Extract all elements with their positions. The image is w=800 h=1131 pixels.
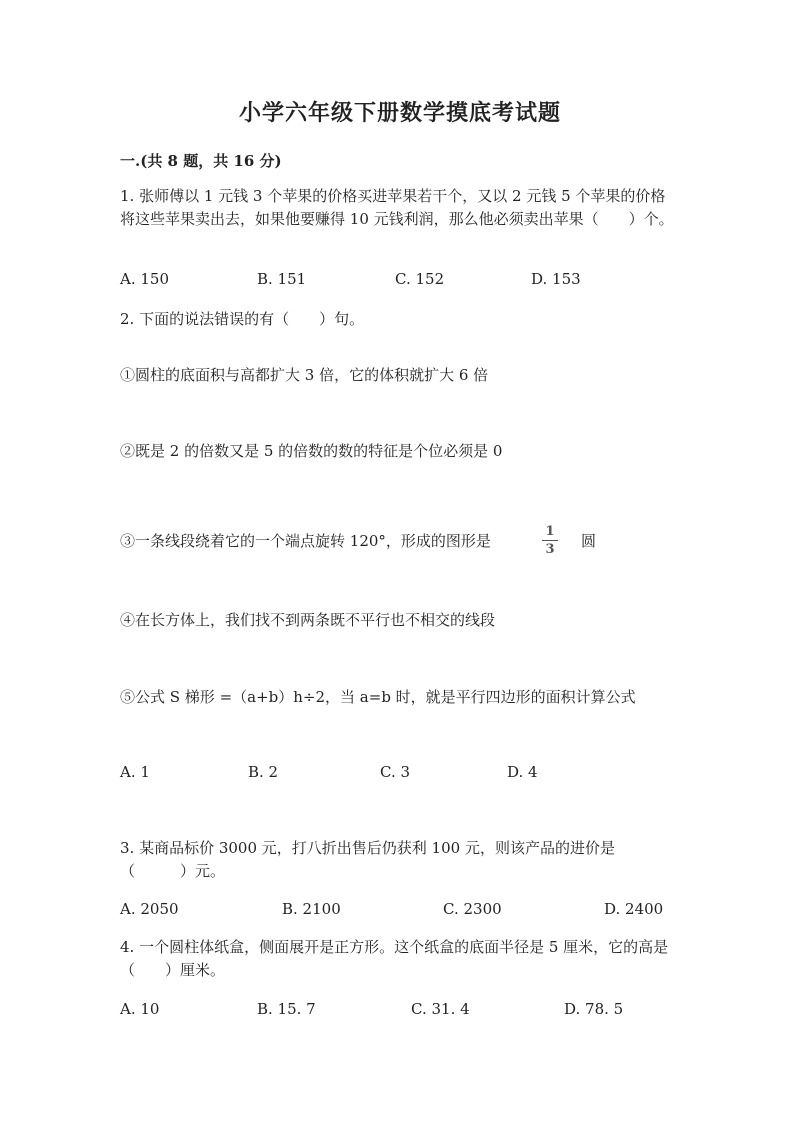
q2-statement-4: ④在长方体上，我们找不到两条既不平行也不相交的线段 [120,611,496,629]
fraction-bar [542,540,558,541]
section-heading: 一.(共 8 题，共 16 分) [120,152,282,170]
q2-option-c: C. 3 [380,763,411,781]
q3-option-d: D. 2400 [604,900,664,918]
q4-option-a: A. 10 [120,1000,160,1018]
question-3-text: 3. 某商品标价 3000 元，打八折出售后仍获利 100 元，则该产品的进价是（ ）元。 [120,839,615,880]
fraction-denominator: 3 [545,542,555,557]
q2-statement-1: ①圆柱的底面积与高都扩大 3 倍，它的体积就扩大 6 倍 [120,366,489,384]
q2-option-d: D. 4 [507,763,538,781]
q1-option-b: B. 151 [257,270,307,288]
q3-option-c: C. 2300 [443,900,502,918]
q4-option-d: D. 78. 5 [564,1000,624,1018]
fraction-numerator: 1 [545,524,555,539]
q3-option-a: A. 2050 [120,900,179,918]
q4-option-b: B. 15. 7 [257,1000,316,1018]
q2-option-b: B. 2 [248,763,279,781]
q2-option-a: A. 1 [120,763,150,781]
q2-statement-2: ②既是 2 的倍数又是 5 的倍数的数的特征是个位必须是 0 [120,442,503,460]
question-4-text: 4. 一个圆柱体纸盒，侧面展开是正方形。这个纸盒的底面半径是 5 厘米，它的高是（ ）厘米。 [120,938,669,979]
q4-option-c: C. 31. 4 [411,1000,470,1018]
exam-title: 小学六年级下册数学摸底考试题 [238,100,561,126]
q2-statement-5: ⑤公式 S 梯形 =（a+b）h÷2，当 a=b 时，就是平行四边形的面积计算公式 [120,688,636,706]
q2-statement-3-suffix: 圆 [581,532,597,550]
question-1-text: 1. 张师傅以 1 元钱 3 个苹果的价格买进苹果若干个，又以 2 元钱 5 个苹果的价格将这些苹果卖出去，如果他要赚得 10 元钱利润，那么他必须卖出苹果（ ）个。 [120,187,674,228]
q1-option-c: C. 152 [395,270,445,288]
q1-option-a: A. 150 [120,270,169,288]
q1-option-d: D. 153 [531,270,581,288]
question-2-text: 2. 下面的说法错误的有（ ）句。 [120,310,365,328]
q2-statement-3: ③一条线段绕着它的一个端点旋转 120°，形成的图形是 [120,532,491,550]
q3-option-b: B. 2100 [282,900,341,918]
q2-fraction-one-third [540,524,560,557]
